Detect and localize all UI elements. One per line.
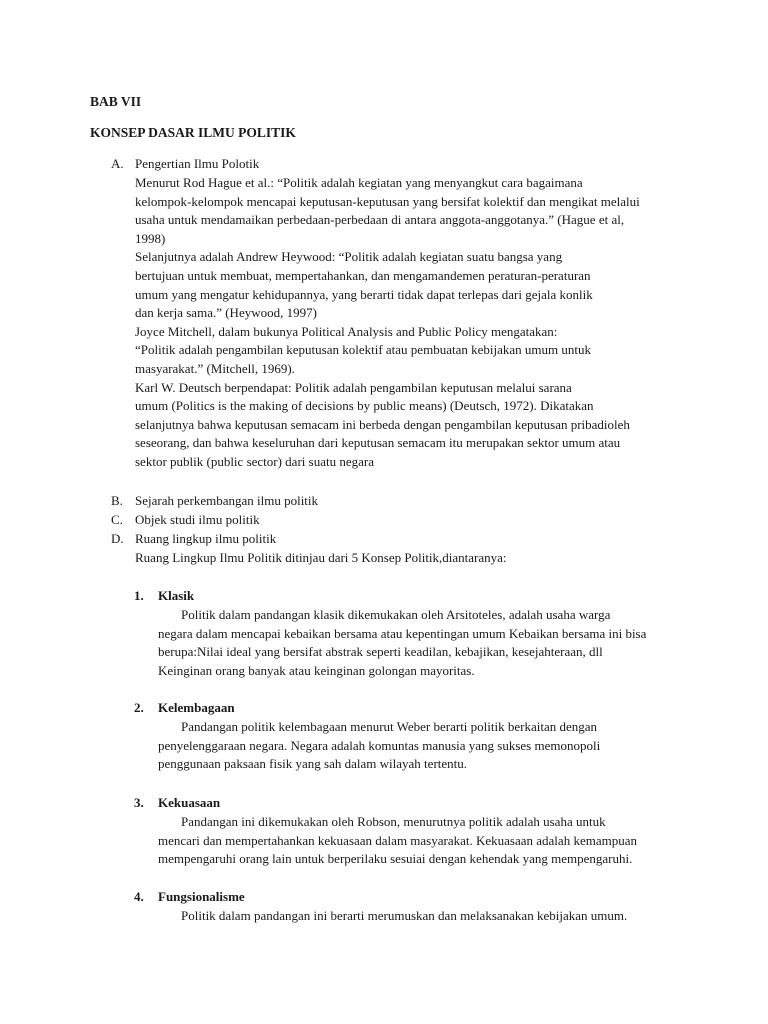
concept-number: 2. — [134, 700, 144, 715]
section-a-body — [135, 174, 680, 472]
chapter-heading: BAB VII — [90, 94, 142, 109]
paragraph-line: berupa:Nilai ideal yang bersifat abstrak seperti keadilan, kebajikan, kesejahteraan, dll — [158, 644, 603, 660]
concept-body — [158, 606, 678, 680]
paragraph-line: dan kerja sama.” (Heywood, 1997) — [135, 305, 317, 321]
section-label: Sejarah perkembangan ilmu politik — [135, 493, 319, 508]
concept-name: Kelembagaan — [158, 700, 235, 715]
paragraph-line: Menurut Rod Hague et al.: “Politik adalah kegiatan yang menyangkut cara bagaimana — [135, 175, 583, 190]
paragraph-line: umum yang mengatur kehidupannya, yang berarti tidak dapat terlepas dari gejala konlik — [135, 286, 593, 302]
paragraph-line: selanjutnya bahwa keputusan semacam ini berbeda dengan pengambilan keputusan pribadioleh — [135, 416, 630, 432]
paragraph-line: Keinginan orang banyak atau keinginan golongan mayoritas. — [158, 662, 475, 678]
paragraph-line: usaha untuk mendamaikan perbedaan-perbedaan di antara anggota-anggotanya.” (Hague et al, — [135, 212, 625, 228]
paragraph-line: sektor publik (public sector) dari suatu negara — [135, 453, 374, 469]
chapter-title: KONSEP DASAR ILMU POLITIK — [90, 125, 296, 140]
concept-name: Kekuasaan — [158, 795, 221, 810]
section-d-intro — [135, 549, 680, 568]
paragraph-line: “Politik adalah pengambilan keputusan kolektif atau pembuatan kebijakan umum untuk — [135, 342, 591, 358]
section-label: Objek studi ilmu politik — [135, 512, 260, 527]
concept-number: 3. — [134, 795, 144, 810]
concept-name: Klasik — [158, 588, 195, 603]
paragraph-line: Pandangan politik kelembagaan menurut Weber berarti politik berkaitan dengan — [181, 719, 598, 734]
paragraph-line: penggunaan paksaan fisik yang sah dalam wilayah tertentu. — [158, 756, 468, 772]
section-letter: D. — [111, 531, 124, 546]
concept-name: Fungsionalisme — [158, 889, 245, 904]
paragraph-line: Selanjutnya adalah Andrew Heywood: “Politik adalah kegiatan suatu bangsa yang — [135, 249, 563, 265]
paragraph-line: 1998) — [135, 230, 166, 246]
paragraph-line: negara dalam mencapai kebaikan bersama atau kepentingan umum Kebaikan bersama ini bisa — [158, 625, 647, 641]
paragraph-line: Pandangan ini dikemukakan oleh Robson, menurutnya politik adalah usaha untuk — [181, 814, 606, 829]
paragraph-line: Ruang Lingkup Ilmu Politik ditinjau dari 5 Konsep Politik,diantaranya: — [135, 550, 507, 565]
paragraph-line: masyarakat.” (Mitchell, 1969). — [135, 360, 295, 376]
section-label: Pengertian Ilmu Polotik — [135, 156, 260, 171]
paragraph-line: Karl W. Deutsch berpendapat: Politik adalah pengambilan keputusan melalui sarana — [135, 379, 572, 395]
paragraph-line: penyelenggaraan negara. Negara adalah komuntas manusia yang sukses memonopoli — [158, 737, 601, 753]
paragraph-line: Joyce Mitchell, dalam bukunya Political Analysis and Public Policy mengatakan: — [135, 323, 558, 339]
paragraph-line: kelompok-kelompok mencapai keputusan-keputusan yang bersifat kolektif dan mengikat melalui — [135, 193, 640, 209]
paragraph-line: mempengaruhi orang lain untuk berperilaku sesuiai dengan kehendak yang mempengaruhi. — [158, 851, 633, 867]
section-letter: A. — [111, 156, 124, 171]
concept-body — [158, 907, 678, 926]
concept-number: 4. — [134, 889, 144, 904]
paragraph-line: Politik dalam pandangan ini berarti merumuskan dan melaksanakan kebijakan umum. — [181, 908, 628, 923]
paragraph-line: bertujuan untuk membuat, mempertahankan, dan mengamandemen peraturan-peraturan — [135, 267, 591, 283]
paragraph-line: mencari dan mempertahankan kekuasaan dalam masyarakat. Kekuasaan adalah kemampuan — [158, 832, 637, 848]
concept-body — [158, 813, 678, 869]
concept-number: 1. — [134, 588, 144, 603]
section-letter: C. — [111, 512, 123, 527]
section-label: Ruang lingkup ilmu politik — [135, 531, 277, 546]
concept-body — [158, 718, 678, 774]
paragraph-line: Politik dalam pandangan klasik dikemukakan oleh Arsitoteles, adalah usaha warga — [181, 607, 611, 622]
paragraph-line: seseorang, dan bahwa keseluruhan dari keputusan semacam itu merupakan sektor umum atau — [135, 435, 621, 451]
section-letter: B. — [111, 493, 123, 508]
paragraph-line: umum (Politics is the making of decisions by public means) (Deutsch, 1972). Dikatakan — [135, 398, 594, 414]
